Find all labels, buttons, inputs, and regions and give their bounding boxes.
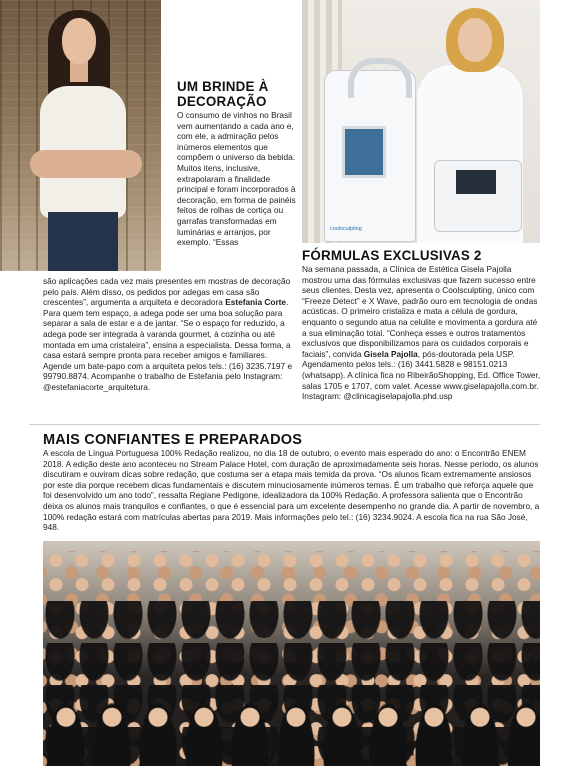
brinde-text-part-1: são aplicações cada vez mais presentes em mostras de decoração pelo país. Além disso, os pedidos por adegas em casa são crescentes”, argumenta a arquiteta e decoradora (43, 276, 291, 308)
confiantes-text: A escola de Língua Portuguesa 100% Redação realizou, no dia 18 de outubro, o evento mais esperado do ano: o Encontrão ENEM 2018. A edição deste ano aconteceu no Stream Palace Hotel, com duração de aproximadamente seis horas. Nesse período, os alunos discutiram e ouviram dicas sobre redação, que costuma ser a etapa mais temida da prova. “Os alunos ficam extremamente ansiosos por este dia porque recebem dicas fundamentais e discutem minuciosamente inúmeros temas. É um trabalho que reforça aquele que foi desenvolvido um ano todo”, ressalta Regiane Pedigone, idealizadora da 100% Redação. A professora salienta que o Encontrão deixa os alunos mais tranquilos e confiantes, o que é essencial para um excelente desempenho no grande dia. A partir de novembro, a 100% redação estará com matrículas abertas para 2019. Mais informações pelo tel.: (16) 3234.9024. A escola fica na rua São José, 948. (43, 448, 540, 533)
formulas-text (302, 264, 542, 402)
students-group-photo (43, 541, 540, 766)
estefania-photo (0, 0, 161, 271)
formulas-text-part-2: , pós-doutorada pela USP. Agendamento pelos tels.: (16) 3441.5828 e 98151.0213 (whatsapp). A clínica fica no RibeirãoShopping, Ed. Office Tower, salas 1705 e 1707, com valet. Acesse www.giselapajolla.com.br. Instagram: @clinicagiselapajolla.phd.usp (302, 348, 541, 402)
brinde-name-estefania: Estefania Corte (225, 297, 287, 308)
formulas-text-part-1: Na semana passada, a Clínica de Estética Gisela Pajolla mostrou uma das fórmulas exclusivas que fazem sucesso entre seus clientes. Desta vez, apresenta o Coolsculpting, único com “Freeze Detect” e X Wave, padrão ouro em tecnologia de ondas acústicas. O primeiro cristaliza e mata a célula de gordura, enquanto o segundo atua na celulite e movimenta a gordura até a sua eliminação total. “Conheça esses e outros tratamentos exclusivos que disponibilizamos para os cuidados corporais e faciais”, convida (302, 264, 538, 359)
brinde-text-part-2: . Para quem tem espaço, a adega pode ser uma boa solução para separar a sala de estar e a de jantar. “Se o espaço for reduzido, a adega pode ser integrada à varanda gourmet, à cozinha ou até montada em uma cristaleira”, ensina a especialista. Dessa forma, a casa estará sempre pronta para receber amigos e familiares. Agende um bate-papo com a arquiteta pelos tels.: (16) 3235.7197 e 99790.8874. Acompanhe o trabalho de Estefania pelo Instagram: @estefaniacorte_arquitetura. (43, 297, 293, 392)
confiantes-title: MAIS CONFIANTES E PREPARADOS (43, 432, 303, 448)
coolsculpting-logo: coolsculpting (330, 226, 362, 232)
section-divider (29, 424, 540, 425)
brinde-text-column: O consumo de vinhos no Brasil vem aumentando a cada ano e, com ele, a admiração pelos inúmeros elementos que compõem o universo da bebida. Muitos itens, inclusive, extrapolaram a finalidade principal e foram incorporados à decoração, em forma de painéis feitos de rolhas de cortiça ou garrafas transformadas em luminárias e arranjos, por exemplo. “Essas (177, 110, 296, 248)
brinde-text-continued (43, 276, 295, 393)
formulas-name-gisela: Gisela Pajolla (363, 348, 418, 359)
coolsculpting-photo (302, 0, 540, 243)
brinde-title: UM BRINDE À DECORAÇÃO (177, 79, 269, 109)
formulas-title: FÓRMULAS EXCLUSIVAS 2 (302, 248, 482, 263)
